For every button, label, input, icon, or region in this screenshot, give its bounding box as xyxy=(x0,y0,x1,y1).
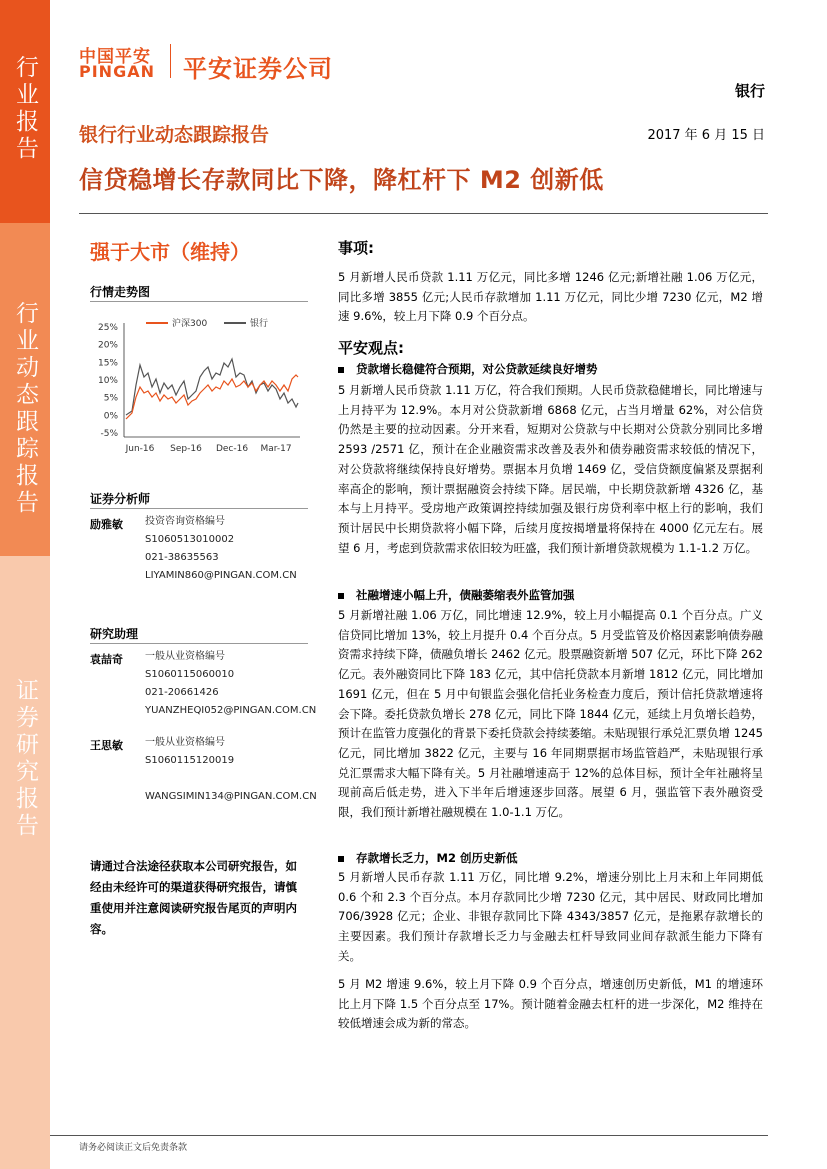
side-band-label: 证券研究报告 xyxy=(12,678,38,840)
events-title: 事项: xyxy=(338,239,374,257)
view-text: 5 月新增人民币存款 1.11 万亿，同比增 9.2%，增速分别比上月末和上年同期低 0.6 个和 2.3 个百分点。本月存款同比少增 7230 亿元，其中居民、财政同比增加 706/3928 亿元；企业、非银存款同比下降 4343/3857 亿元，是拖累存款增长的主要因素。我们预计存款增长乏力与金融去杠杆导致同业间存款派生能力下降有关。 xyxy=(338,870,763,963)
bullet-square-icon xyxy=(338,856,344,862)
market-trend-chart xyxy=(88,315,308,465)
x-tick-label: Sep-16 xyxy=(170,444,202,454)
report-date: 2017 年 6 月 15 日 xyxy=(647,128,765,143)
side-band-label: 行业报告 xyxy=(12,55,38,163)
email: YUANZHEQI052@PINGAN.COM.CN xyxy=(145,705,317,716)
logo-divider xyxy=(170,44,171,78)
side-band-industry-report xyxy=(0,0,50,223)
legend-label-hs300: 沪深300 xyxy=(172,319,208,329)
assistant-info xyxy=(145,734,317,806)
divider xyxy=(90,301,308,302)
y-tick-label: 5% xyxy=(103,393,118,404)
side-band-dynamic-tracking xyxy=(0,223,50,556)
y-tick-label: 15% xyxy=(97,358,118,369)
series-line-hs300 xyxy=(126,375,298,419)
legend-label-bank: 银行 xyxy=(250,319,269,329)
logo-en: PINGAN xyxy=(79,62,155,81)
y-tick-label: 10% xyxy=(97,376,118,386)
views-title: 平安观点: xyxy=(338,339,404,357)
assistant-name: 袁喆奇 xyxy=(90,653,123,666)
page-title: 信贷稳增长存款同比下降，降杠杆下 M2 创新低 xyxy=(79,166,604,194)
license-number: S1060513010002 xyxy=(145,534,235,545)
phone: 021-20661426 xyxy=(145,687,219,698)
license-label: 一般从业资格编号 xyxy=(145,651,225,662)
license-number: S1060115120019 xyxy=(145,755,235,766)
disclaimer: 请通过合法途径获取本公司研究报告，如经由未经许可的渠道获得研究报告，请慎重使用并注意阅读研究报告尾页的声明内容。 xyxy=(90,859,297,936)
phone: 021-38635563 xyxy=(145,552,219,563)
view-text: 5 月新增社融 1.06 万亿，同比增速 12.9%，较上月小幅提高 0.1 个百分点。广义信贷同比增加 13%，较上月提升 0.4 个百分点。5 月受监管及价格因素影响债券融资需求持续下降，债融负增长 2462 亿元。股票融资新增 507 亿元，环比下降 262 亿元。表外融资同比下降 183 亿元，其中信托贷款本月新增 1812 亿元，同比增加 1691 亿元，但在 5 月中旬银监会强化信托业务检查力度后，预计信托贷款增速将会下降。委托贷款负增长 278 亿元，同比下降 1844 亿元，延续上月负增长趋势，预计在监管力度强化的背景下委托贷款会持续萎缩。未贴现银行承兑汇票负增 1245 亿元，同比增加 3822 亿元，主要与 16 年同期票据市场监管趋严，未贴现银行承兑汇票需求大幅下降有关。5 月社融增速高于 12%的总体目标，预计全年社融将呈现前高后低走势，进入下半年后增速逐步回落。展望 6 月，强监管下表外融资受限，我们预计新增社融规模在 1.0-1.1 万亿。 xyxy=(338,608,763,820)
x-tick-label: Mar-17 xyxy=(260,444,292,454)
y-tick-label: 20% xyxy=(97,340,118,351)
sector-label: 银行 xyxy=(734,82,765,100)
analyst-info xyxy=(145,513,297,585)
analyst-section-title: 证券分析师 xyxy=(90,492,151,506)
rating: 强于大市（维持） xyxy=(90,240,250,264)
logo-cn: 中国平安 xyxy=(79,47,151,67)
view-heading-text: 存款增长乏力，M2 创历史新低 xyxy=(356,851,518,865)
side-band-securities-research xyxy=(0,556,50,1169)
bullet-square-icon xyxy=(338,593,344,599)
closing-text: 5 月 M2 增速 9.6%，较上月下降 0.9 个百分点，增速创历史新低，M1 的增速环比上月下降 1.5 个百分点至 17%。预计随着金融去杠杆的进一步深化，M2 维持在较低增速会成为新的常态。 xyxy=(338,977,763,1031)
license-label: 投资咨询资格编号 xyxy=(145,516,225,527)
header-divider xyxy=(79,213,768,214)
series-line-bank xyxy=(126,359,298,415)
divider xyxy=(90,508,308,509)
side-band-label: 行业动态跟踪报告 xyxy=(12,301,38,517)
email: LIYAMIN860@PINGAN.COM.CN xyxy=(145,570,297,581)
report-series: 银行行业动态跟踪报告 xyxy=(79,124,270,146)
footer-note: 请务必阅读正文后免责条款 xyxy=(79,1143,188,1153)
view-heading xyxy=(338,850,517,866)
view-heading-text: 贷款增长稳健符合预期，对公贷款延续良好增势 xyxy=(356,362,598,376)
assistant-info xyxy=(145,648,316,720)
view-heading-text: 社融增速小幅上升，债融萎缩表外监管加强 xyxy=(356,588,575,602)
phone xyxy=(145,770,317,788)
x-tick-label: Jun-16 xyxy=(125,444,155,454)
footer-divider xyxy=(50,1135,768,1136)
events-text: 5 月新增人民币贷款 1.11 万亿元，同比多增 1246 亿元;新增社融 1.06 万亿元，同比多增 3855 亿元;人民币存款增加 1.11 万亿元，同比少增 7230 亿元，M2 增速 9.6%，较上月下降 0.9 个百分点。 xyxy=(338,270,763,324)
company-name: 平安证券公司 xyxy=(183,55,333,83)
analyst-name: 励雅敏 xyxy=(90,518,123,531)
view-heading xyxy=(338,587,575,603)
y-tick-label: 0% xyxy=(103,411,118,422)
view-heading xyxy=(338,361,598,377)
bullet-square-icon xyxy=(338,367,344,373)
license-number: S1060115060010 xyxy=(145,669,235,680)
divider xyxy=(90,643,308,644)
email: WANGSIMIN134@PINGAN.COM.CN xyxy=(145,791,317,802)
y-tick-label: 25% xyxy=(97,323,118,333)
chart-section-title: 行情走势图 xyxy=(90,285,151,299)
license-label: 一般从业资格编号 xyxy=(145,737,225,748)
y-tick-label: -5% xyxy=(100,429,118,439)
x-tick-label: Dec-16 xyxy=(215,444,249,454)
assistant-section-title: 研究助理 xyxy=(90,627,139,641)
assistant-name: 王思敏 xyxy=(90,739,123,752)
view-text: 5 月新增人民币贷款 1.11 万亿，符合我们预期。人民币贷款稳健增长，同比增速与上月持平为 12.9%。本月对公贷款新增 6868 亿元，占当月增量 62%，对公信贷仍然是主要的拉动因素。分开来看，短期对公贷款与中长期对公贷款分别同比多增 2593 /2571 亿，预计在企业融资需求改善及表外和债券融资需求较低的情况下，对公贷款将继续保持良好增势。票据本月负增 1469 亿，受信贷额度偏紧及票据利率高企的影响，预计票据融资会持续下降。居民端，中长期贷款新增 4326 亿，基本与上月持平。受房地产政策调控持续加强及银行房贷利率中枢上行的影响，我们预计居民中长期贷款将小幅下降，后续月度按揭增量将保持在 4000 亿元左右。展望 6 月，考虑到贷款需求依旧较为旺盛，我们预计新增贷款规模为 1.1-1.2 万亿。 xyxy=(338,383,763,555)
